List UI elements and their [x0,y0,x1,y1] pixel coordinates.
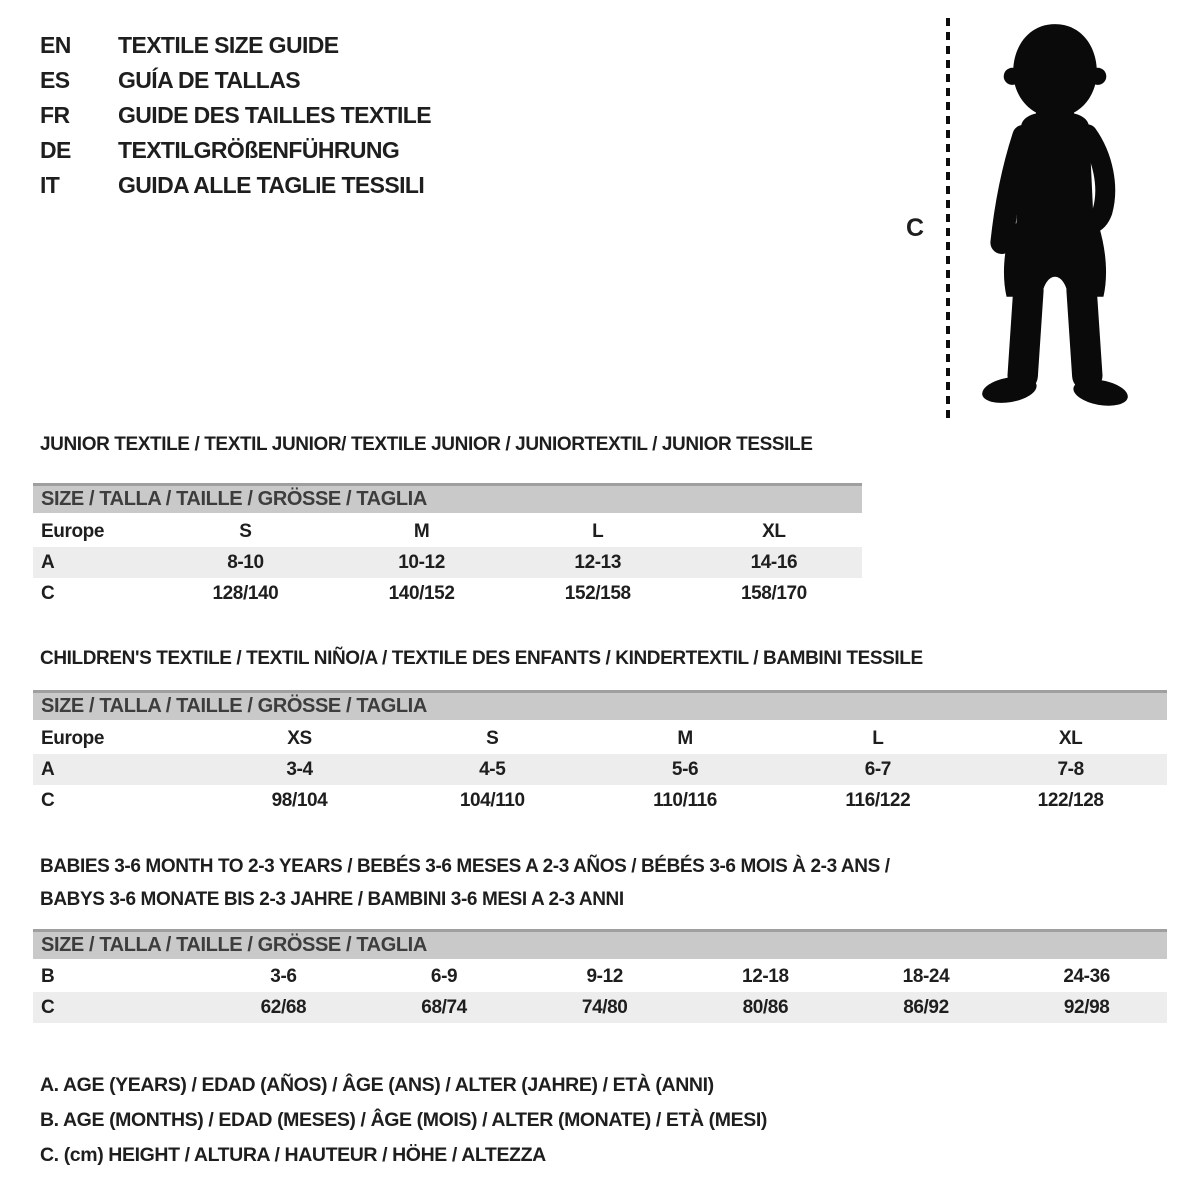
size-value-cell: L [872,727,884,749]
language-title-block [40,28,431,203]
size-value-cell: 3-6 [270,965,297,987]
size-value-cell: 140/152 [388,582,455,604]
size-value-cell: 18-24 [902,965,950,987]
table-row [33,785,1167,816]
legend-line-c: C. (cm) HEIGHT / ALTURA / HAUTEUR / HÖHE / ALTEZZA [40,1144,546,1166]
legend-line-a: A. AGE (YEARS) / EDAD (AÑOS) / ÂGE (ANS) / ALTER (JAHRE) / ETÀ (ANNI) [40,1074,714,1096]
language-row [40,98,431,133]
size-value-cell: XL [762,520,786,542]
table-row [33,516,862,547]
table-row [33,578,862,609]
language-row [40,168,431,203]
size-value-cell: S [239,520,252,542]
row-label-cell: Europe [41,520,105,542]
size-value-cell: 62/68 [260,996,307,1018]
size-value-cell: L [592,520,604,542]
children-size-header-bar: SIZE / TALLA / TAILLE / GRÖSSE / TAGLIA [33,690,1167,720]
language-code: EN [40,32,71,58]
row-label-cell: B [41,965,55,987]
size-value-cell: 128/140 [212,582,279,604]
size-value-cell: 12-13 [574,551,622,573]
size-value-cell: 3-4 [286,758,313,780]
measure-legend [40,1068,767,1173]
table-row [33,547,862,578]
language-title: TEXTILGRÖßENFÜHRUNG [118,137,400,163]
size-value-cell: 80/86 [742,996,789,1018]
table-row [33,992,1167,1023]
size-value-cell: 92/98 [1063,996,1110,1018]
height-measure-figure [880,8,1195,426]
size-value-cell: 98/104 [271,789,328,811]
size-value-cell: 110/116 [653,789,717,811]
size-value-cell: 10-12 [398,551,445,573]
row-label-cell: A [41,758,55,780]
size-value-cell: 24-36 [1063,965,1110,987]
size-value-cell: 5-6 [671,758,699,780]
language-row [40,28,431,63]
children-size-table [33,723,1167,816]
babies-size-header-bar: SIZE / TALLA / TAILLE / GRÖSSE / TAGLIA [33,929,1167,959]
size-value-cell: 104/110 [459,789,525,811]
size-value-cell: 122/128 [1037,789,1104,811]
table-row [33,723,1167,754]
language-title: GUÍA DE TALLAS [118,67,300,93]
size-value-cell: 8-10 [227,551,264,573]
language-code: DE [40,137,71,163]
size-value-cell: 74/80 [581,996,628,1018]
toddler-silhouette-icon [960,10,1150,422]
row-label-cell: A [41,551,55,573]
size-value-cell: XL [1058,727,1083,749]
language-row [40,133,431,168]
table-row [33,754,1167,785]
babies-section-title-line2: BABYS 3-6 MONATE BIS 2-3 JAHRE / BAMBINI 3-6 MESI A 2-3 ANNI [40,889,624,910]
language-title: TEXTILE SIZE GUIDE [118,32,339,58]
babies-section-title [40,850,890,916]
size-value-cell: 158/170 [740,582,807,604]
row-label-cell: C [41,996,55,1018]
size-value-cell: M [413,520,430,542]
children-section-title: CHILDREN'S TEXTILE / TEXTIL NIÑO/A / TEXTILE DES ENFANTS / KINDERTEXTIL / BAMBINI TESSILE [40,648,923,669]
row-label-cell: Europe [41,727,105,749]
junior-size-table [33,516,862,609]
size-value-cell: 86/92 [903,996,949,1018]
size-value-cell: 14-16 [750,551,798,573]
size-value-cell: 68/74 [421,996,467,1018]
babies-section-title-line1: BABIES 3-6 MONTH TO 2-3 YEARS / BEBÉS 3-6 MESES A 2-3 AÑOS / BÉBÉS 3-6 MOIS À 2-3 ANS / [40,856,890,877]
table-row [33,961,1167,992]
size-value-cell: M [677,727,693,749]
size-value-cell: 4-5 [479,758,506,780]
size-value-cell: XS [287,727,312,749]
row-label-cell: C [41,789,55,811]
language-code: ES [40,67,70,93]
junior-size-header-bar: SIZE / TALLA / TAILLE / GRÖSSE / TAGLIA [33,483,862,513]
height-measure-label: C [906,214,925,242]
size-value-cell: 6-7 [864,758,891,780]
dashed-measure-line [946,18,950,418]
language-code: IT [40,172,60,198]
legend-line-b: B. AGE (MONTHS) / EDAD (MESES) / ÂGE (MOIS) / ALTER (MONATE) / ETÀ (MESI) [40,1109,767,1131]
row-label-cell: C [41,582,55,604]
language-title: GUIDA ALLE TAGLIE TESSILI [118,172,425,198]
size-value-cell: S [486,727,499,749]
size-value-cell: 9-12 [586,965,623,987]
size-value-cell: 12-18 [742,965,789,987]
language-code: FR [40,102,70,128]
size-value-cell: 152/158 [564,582,631,604]
babies-size-table [33,961,1167,1023]
size-value-cell: 7-8 [1057,758,1084,780]
junior-section-title: JUNIOR TEXTILE / TEXTIL JUNIOR/ TEXTILE JUNIOR / JUNIORTEXTIL / JUNIOR TESSILE [40,434,813,455]
size-value-cell: 116/122 [845,789,911,811]
language-title: GUIDE DES TAILLES TEXTILE [118,102,431,128]
language-row [40,63,431,98]
size-value-cell: 6-9 [430,965,458,987]
